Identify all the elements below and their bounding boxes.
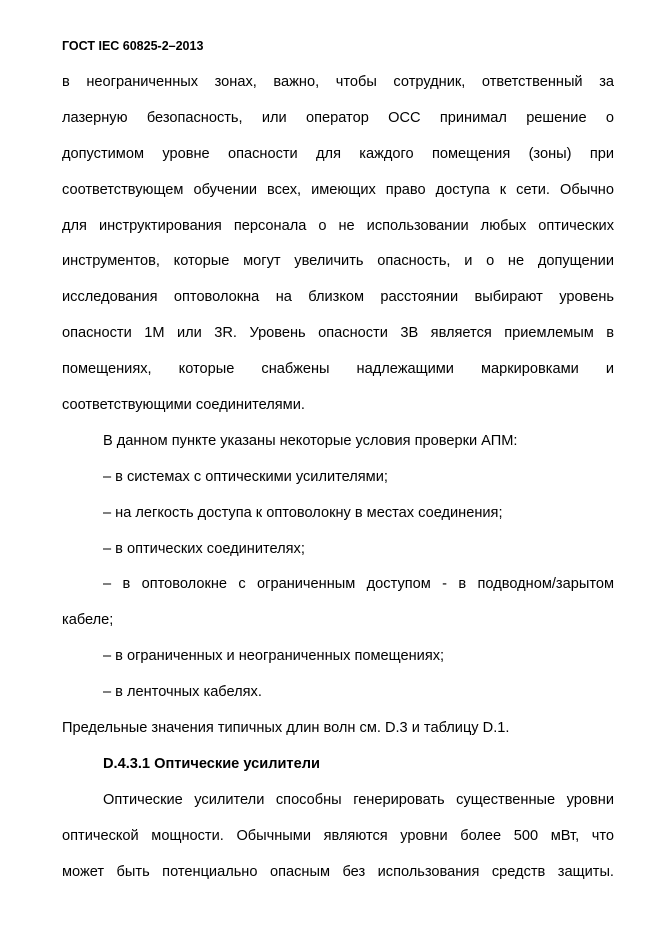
text-line: помещениях, которые снабжены надлежащими маркировками и (62, 361, 614, 378)
text-line: опасности 1М или 3R. Уровень опасности 3В является приемлемым в (62, 325, 614, 342)
text-line: в неограниченных зонах, важно, чтобы сотрудник, ответственный за (62, 74, 614, 90)
text-line: лазерную безопасность, или оператор ОСС принимал решение о (62, 109, 614, 126)
text-line: исследования оптоволокна на близком расстоянии выбирают уровень (62, 289, 614, 306)
section-heading: D.4.3.1 Оптические усилители (103, 755, 320, 772)
text-line: инструментов, которые могут увеличить опасность, и о не допущении (62, 253, 614, 270)
text-line: допустимом уровне опасности для каждого помещения (зоны) при (62, 145, 614, 162)
list-item: – на легкость доступа к оптоволокну в местах соединения; (103, 504, 503, 521)
body-text (62, 65, 614, 890)
list-item: – в оптоволокне с ограниченным доступом - в подводном/зарытом (103, 576, 614, 593)
intro-paragraph: В данном пункте указаны некоторые условия проверки АПМ: (103, 432, 518, 449)
text-line: может быть потенциально опасным без использования средств защиты. (62, 863, 614, 880)
text-line: соответствующими соединителями. (62, 397, 305, 414)
reference-paragraph: Предельные значения типичных длин волн см. D.3 и таблицу D.1. (62, 720, 510, 737)
text-line: Оптические усилители способны генерировать существенные уровни (103, 791, 614, 808)
text-line: оптической мощности. Обычными являются уровни более 500 мВт, что (62, 827, 614, 844)
list-item: – в ограниченных и неограниченных помещениях; (103, 648, 445, 665)
text-line: для инструктирования персонала о не использовании любых оптических (62, 217, 614, 234)
text-line: соответствующем обучении всех, имеющих право доступа к сети. Обычно (62, 181, 614, 198)
list-item: – в оптических соединителях; (103, 540, 305, 557)
list-item: – в ленточных кабелях. (103, 684, 262, 701)
list-item-continuation: кабеле; (62, 612, 114, 629)
list-item: – в системах с оптическими усилителями; (103, 468, 388, 485)
standard-header: ГОСТ IEC 60825-2–2013 (62, 39, 204, 53)
